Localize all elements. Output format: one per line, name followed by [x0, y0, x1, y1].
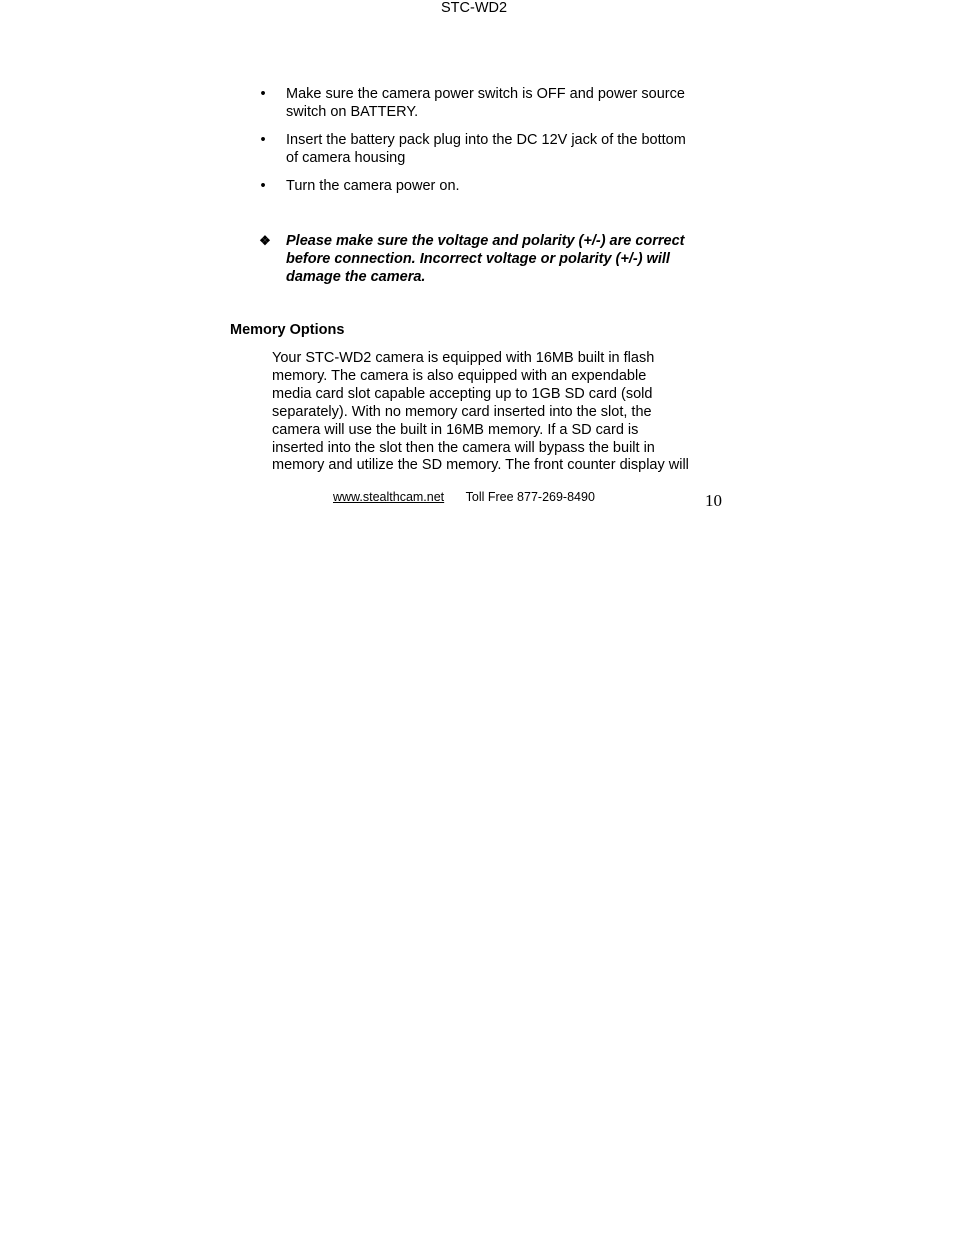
- page-header-model: STC-WD2: [441, 0, 508, 16]
- paragraph-line: camera will use the built in 16MB memory. If a SD card is: [272, 421, 639, 438]
- memory-options-paragraph: [272, 350, 732, 475]
- list-item: [256, 85, 726, 121]
- paragraph-line: separately). With no memory card inserted into the slot, the: [272, 403, 652, 420]
- bullet-icon: •: [260, 132, 266, 148]
- paragraph-line: memory. The camera is also equipped with an expendable: [272, 367, 647, 384]
- page-number: 10: [705, 491, 722, 510]
- paragraph-line: memory and utilize the SD memory. The front counter display will: [272, 457, 689, 474]
- warning-line: damage the camera.: [286, 269, 426, 285]
- bullet-icon: •: [260, 178, 266, 194]
- page-footer: [333, 490, 595, 504]
- warning-line: Please make sure the voltage and polarity (+/-) are correct: [286, 233, 685, 249]
- list-item-line: Turn the camera power on.: [286, 178, 460, 194]
- list-item: [256, 177, 726, 195]
- list-item-line: of camera housing: [286, 150, 406, 166]
- toll-free-number: Toll Free 877-269-8490: [465, 490, 595, 504]
- warning-line: before connection. Incorrect voltage or polarity (+/-) will: [286, 251, 670, 267]
- list-item: [256, 131, 726, 167]
- bullet-icon: •: [260, 86, 266, 102]
- section-title: Memory Options: [230, 322, 345, 338]
- list-item-line: switch on BATTERY.: [286, 104, 419, 120]
- instruction-list: [256, 85, 726, 205]
- website-link[interactable]: www.stealthcam.net: [333, 490, 445, 504]
- list-item-line: Insert the battery pack plug into the DC 12V jack of the bottom: [286, 132, 686, 148]
- paragraph-line: Your STC-WD2 camera is equipped with 16MB built in flash: [272, 350, 655, 366]
- warning-note: [256, 232, 726, 286]
- list-item-line: Make sure the camera power switch is OFF and power source: [286, 86, 685, 102]
- diamond-bullet-icon: ❖: [259, 233, 271, 248]
- paragraph-line: inserted into the slot then the camera will bypass the built in: [272, 439, 655, 456]
- paragraph-line: media card slot capable accepting up to 1GB SD card (sold: [272, 385, 653, 402]
